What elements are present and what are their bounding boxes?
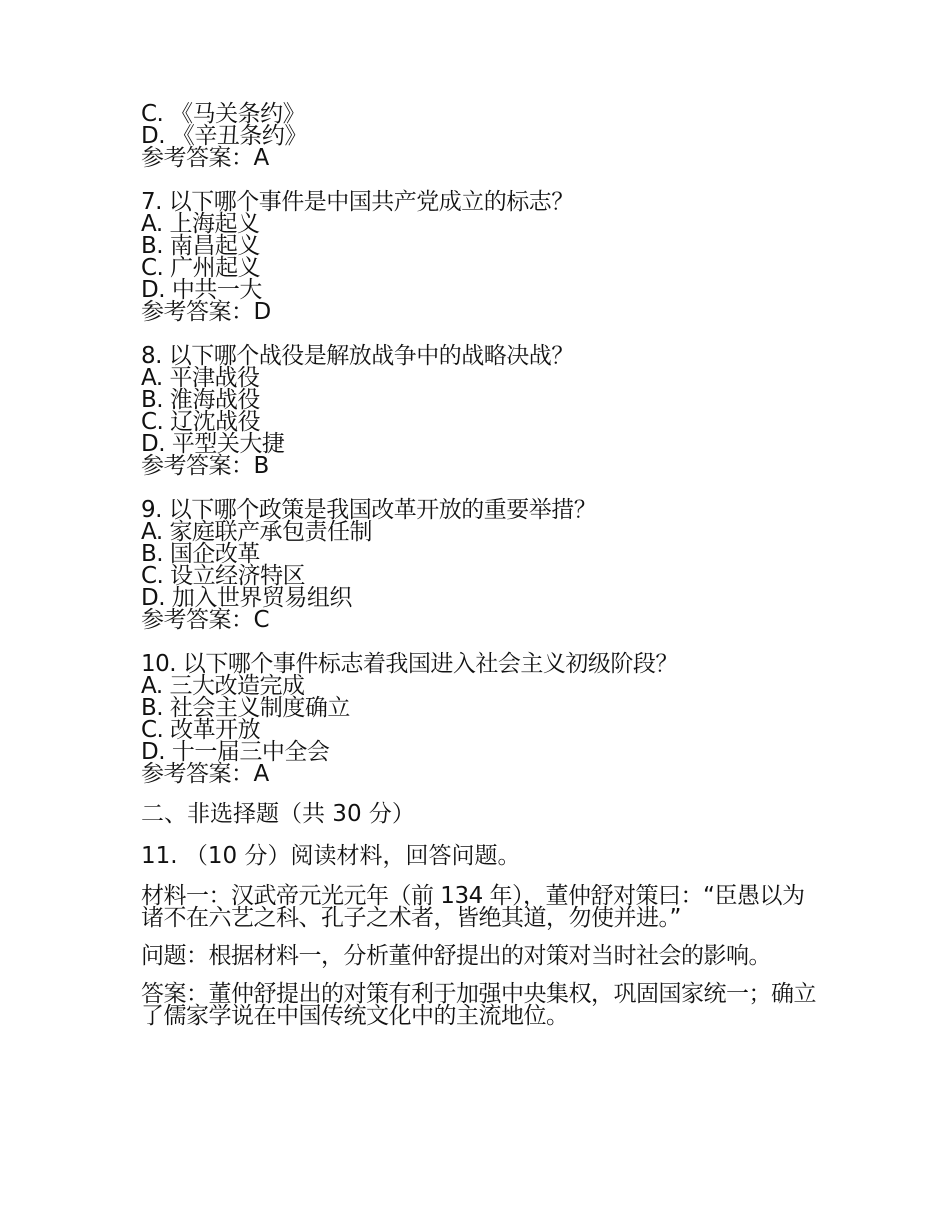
section-title: 二、非选择题（共 30 分）	[141, 801, 415, 827]
option-b: B. 淮海战役	[141, 387, 260, 413]
option-a: A. 平津战役	[141, 365, 260, 391]
question-11-title: 11. （10 分）阅读材料，回答问题。	[141, 843, 521, 869]
answer-line: 参考答案：C	[141, 607, 270, 633]
answer-line: 参考答案：D	[141, 299, 271, 325]
option-a: A. 三大改造完成	[141, 673, 305, 699]
option-c: C. 设立经济特区	[141, 563, 306, 589]
option-a: A. 家庭联产承包责任制	[141, 519, 372, 545]
answer-line: 参考答案：B	[141, 453, 269, 479]
question-8	[141, 345, 821, 477]
question-stem: 9. 以下哪个政策是我国改革开放的重要举措？	[141, 497, 597, 523]
answer-text: 答案：董仲舒提出的对策有利于加强中央集权，巩固国家统一；确立了儒家学说在中国传统文化中的主流地位。	[141, 981, 816, 1029]
option-d: D. 十一届三中全会	[141, 739, 330, 765]
question-stem: 8. 以下哪个战役是解放战争中的战略决战？	[141, 343, 574, 369]
question-stem: 10. 以下哪个事件标志着我国进入社会主义初级阶段？	[141, 651, 678, 677]
option-c: C. 辽沈战役	[141, 409, 261, 435]
option-c: C. 《马关条约》	[141, 101, 306, 127]
question-10	[141, 653, 821, 785]
option-b: B. 社会主义制度确立	[141, 695, 350, 721]
option-b: B. 南昌起义	[141, 233, 260, 259]
option-d: D. 中共一大	[141, 277, 262, 303]
question-6-tail	[141, 103, 821, 169]
option-d: D. 平型关大捷	[141, 431, 285, 457]
option-a: A. 上海起义	[141, 211, 260, 237]
question-stem: 7. 以下哪个事件是中国共产党成立的标志？	[141, 189, 574, 215]
option-d: D. 《辛丑条约》	[141, 123, 307, 149]
question-9	[141, 499, 821, 631]
answer-line: 参考答案：A	[141, 145, 269, 171]
option-c: C. 改革开放	[141, 717, 261, 743]
option-b: B. 国企改革	[141, 541, 260, 567]
material-text: 材料一：汉武帝元光元年（前 134 年），董仲舒对策曰：“臣愚以为诸不在六艺之科、孔子之术者，皆绝其道，勿使并进。”	[141, 883, 805, 931]
answer-line: 参考答案：A	[141, 761, 269, 787]
question-7	[141, 191, 821, 323]
question-text: 问题：根据材料一，分析董仲舒提出的对策对当时社会的影响。	[141, 943, 771, 969]
option-c: C. 广州起义	[141, 255, 261, 281]
exam-page	[141, 103, 821, 1027]
option-d: D. 加入世界贸易组织	[141, 585, 352, 611]
